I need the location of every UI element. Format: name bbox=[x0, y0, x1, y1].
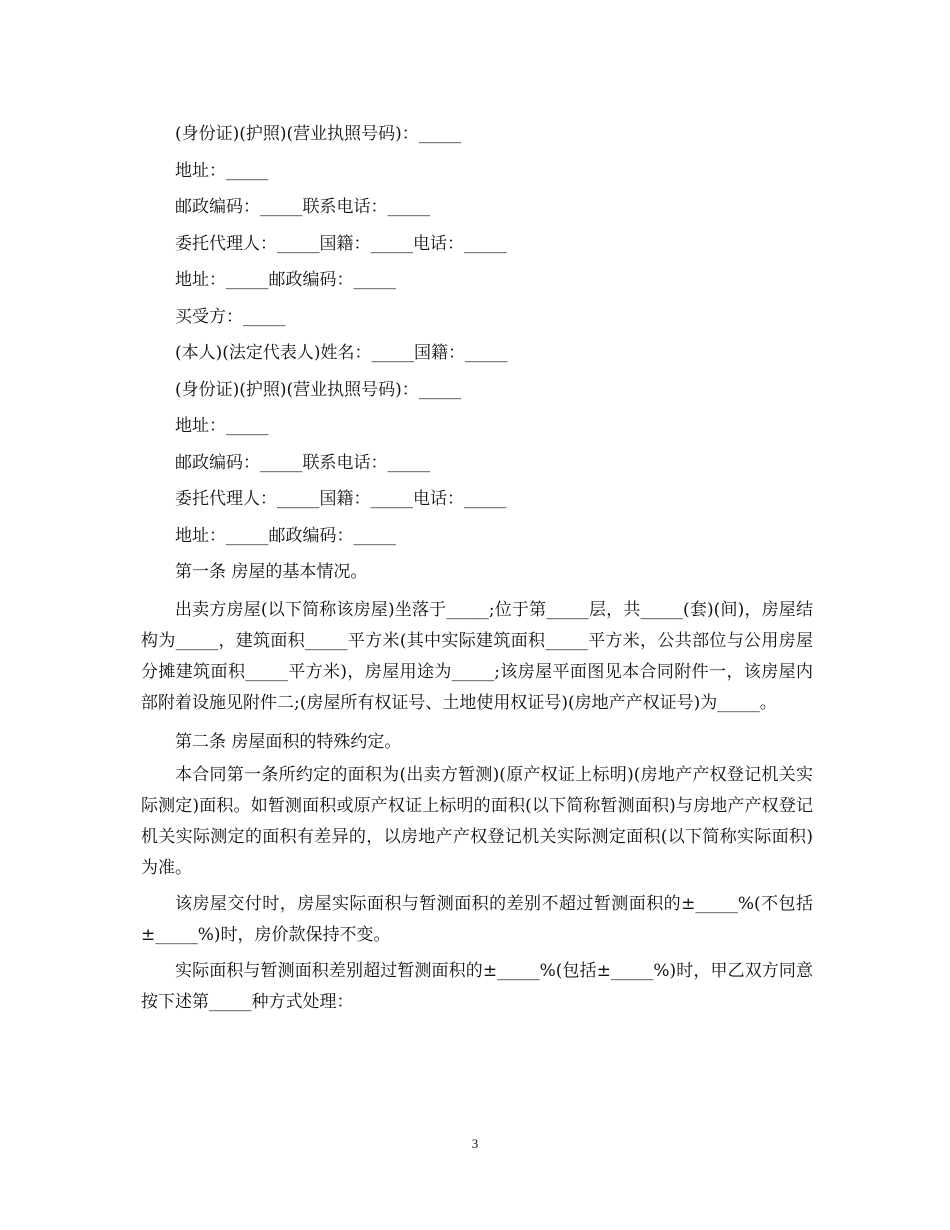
seller-postal-phone-line: 邮政编码：_____联系电话：_____ bbox=[175, 197, 430, 217]
article-2-body-2: 该房屋交付时，房屋实际面积与暂测面积的差别不超过暂测面积的±_____%(不包括±_____%)时，房价款保持不变。 bbox=[141, 894, 813, 945]
article-2-body-1: 本合同第一条所约定的面积为(出卖方暂测)(原产权证上标明)(房地产产权登记机关实际测定)面积。如暂测面积或原产权证上标明的面积(以下简称暂测面积)与房地产产权登记机关实际测定的面积有差异的，以房地产产权登记机关实际测定面积(以下简称实际面积)为准。 bbox=[141, 765, 813, 878]
article-2-title: 第二条 房屋面积的特殊约定。 bbox=[175, 731, 402, 752]
article-1-body: 出卖方房屋(以下简称该房屋)坐落于_____;位于第_____层，共_____(套)(间)，房屋结构为_____，建筑面积_____平方米(其中实际建筑面积_____平方米，公共部位与公用房屋分摊建筑面积_____平方米)，房屋用途为_____;该房屋平面图见本合同附件一，该房屋内部附着设施见附件二;(房屋所有权证号、土地使用权证号)(房地产产权证号)为_____。 bbox=[141, 599, 813, 713]
buyer-postal-phone-line: 邮政编码：_____联系电话：_____ bbox=[175, 452, 430, 473]
buyer-agent-address-line: 地址：_____邮政编码：_____ bbox=[175, 525, 396, 546]
seller-agent-line: 委托代理人：_____国籍：_____电话：_____ bbox=[175, 233, 507, 254]
seller-address-line: 地址：_____ bbox=[175, 160, 269, 181]
article-2-body-3: 实际面积与暂测面积差别超过暂测面积的±_____%(包括±_____%)时，甲乙双方同意按下述第_____种方式处理： bbox=[141, 961, 813, 1012]
document-body bbox=[141, 116, 813, 1023]
buyer-id-line: (身份证)(护照)(营业执照号码)：_____ bbox=[175, 379, 462, 400]
buyer-agent-line: 委托代理人：_____国籍：_____电话：_____ bbox=[175, 489, 507, 509]
article-1-title: 第一条 房屋的基本情况。 bbox=[175, 562, 368, 582]
seller-id-line: (身份证)(护照)(营业执照号码)：_____ bbox=[175, 124, 462, 144]
buyer-line: 买受方：_____ bbox=[175, 306, 286, 327]
seller-agent-address-line: 地址：_____邮政编码：_____ bbox=[175, 270, 396, 290]
buyer-address-line: 地址：_____ bbox=[175, 416, 269, 436]
page-number: 3 bbox=[471, 1136, 479, 1151]
buyer-name-line: (本人)(法定代表人)姓名：_____国籍：_____ bbox=[175, 343, 508, 363]
